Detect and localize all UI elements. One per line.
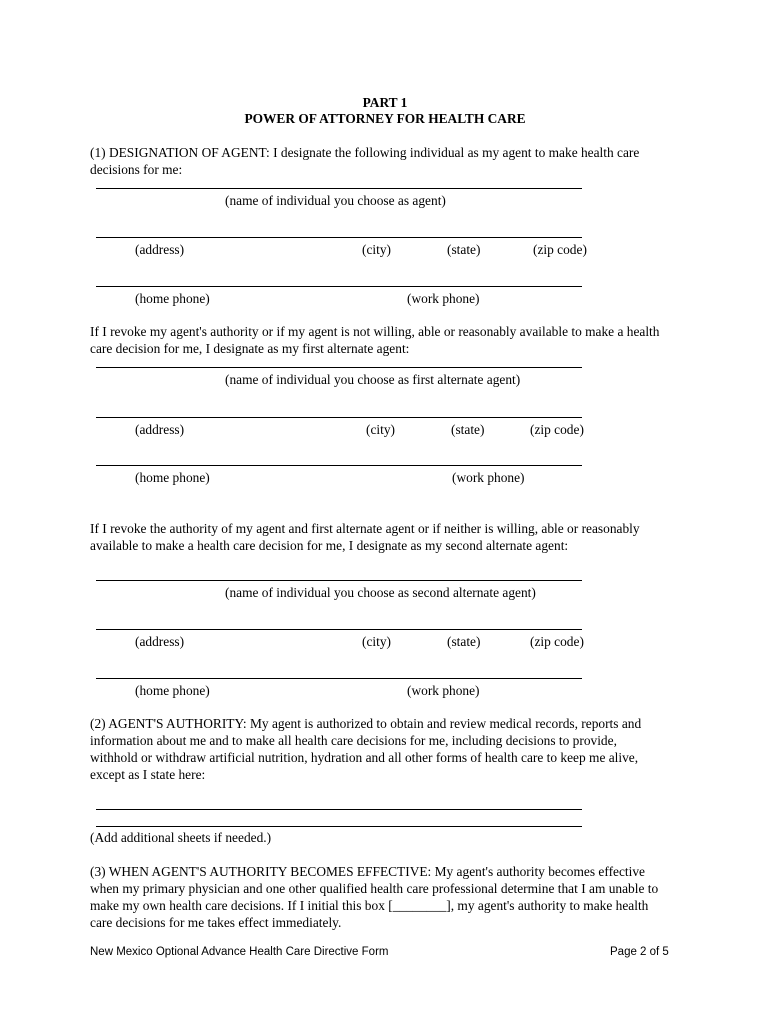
authority-effective-line-1: (3) WHEN AGENT'S AUTHORITY BECOMES EFFECTIVE: My agent's authority becomes effective	[90, 864, 646, 879]
authority-exceptions-field-2[interactable]	[96, 826, 582, 827]
second-alternate-city-caption: (city)	[362, 634, 391, 649]
agent-work-phone-caption: (work phone)	[407, 291, 480, 306]
second-alternate-address-field[interactable]	[96, 629, 582, 630]
agent-name-caption: (name of individual you choose as agent)	[225, 193, 446, 208]
page-title: POWER OF ATTORNEY FOR HEALTH CARE	[244, 111, 526, 126]
second-alternate-phone-field[interactable]	[96, 678, 582, 679]
part-heading: PART 1	[362, 95, 408, 110]
second-alternate-name-field[interactable]	[96, 580, 582, 581]
second-alternate-zip-caption: (zip code)	[530, 634, 584, 649]
authority-effective-line-4: care decisions for me takes effect immediately.	[90, 915, 342, 930]
agent-name-field[interactable]	[96, 188, 582, 189]
second-alternate-name-caption: (name of individual you choose as second alternate agent)	[225, 585, 536, 600]
designation-of-agent-line-2: decisions for me:	[90, 162, 183, 177]
first-alternate-line-2: care decision for me, I designate as my first alternate agent:	[90, 341, 410, 356]
agent-phone-field[interactable]	[96, 286, 582, 287]
second-alternate-address-caption: (address)	[135, 634, 185, 649]
first-alternate-name-field[interactable]	[96, 367, 582, 368]
first-alternate-state-caption: (state)	[451, 422, 485, 437]
first-alternate-line-1: If I revoke my agent's authority or if my agent is not willing, able or reasonably available to make a health	[90, 324, 660, 339]
agents-authority-line-3: withhold or withdraw artificial nutrition, hydration and all other forms of health care to keep me alive,	[90, 750, 639, 765]
first-alternate-name-caption: (name of individual you choose as first alternate agent)	[225, 372, 521, 387]
initial-box-field[interactable]: ________	[392, 898, 447, 913]
agent-home-phone-caption: (home phone)	[135, 291, 210, 306]
second-alternate-home-phone-caption: (home phone)	[135, 683, 210, 698]
first-alternate-address-field[interactable]	[96, 417, 582, 418]
agents-authority-line-4: except as I state here:	[90, 767, 206, 782]
agent-state-caption: (state)	[447, 242, 481, 257]
agents-authority-line-1: (2) AGENT'S AUTHORITY: My agent is authorized to obtain and review medical records, reports and	[90, 716, 642, 731]
first-alternate-address-caption: (address)	[135, 422, 185, 437]
first-alternate-zip-caption: (zip code)	[530, 422, 584, 437]
first-alternate-phone-field[interactable]	[96, 465, 582, 466]
additional-sheets-note: (Add additional sheets if needed.)	[90, 830, 272, 845]
second-alternate-line-1: If I revoke the authority of my agent and first alternate agent or if neither is willing, able or reasonably	[90, 521, 640, 536]
second-alternate-work-phone-caption: (work phone)	[407, 683, 480, 698]
agent-city-caption: (city)	[362, 242, 391, 257]
footer-page-number: Page 2 of 5	[610, 946, 669, 958]
authority-effective-line-3-start: make my own health care decisions. If I initial this box [	[90, 898, 393, 913]
authority-effective-line-3	[90, 897, 690, 914]
authority-effective-line-2: when my primary physician and one other qualified health care professional determine that I am unable to	[90, 881, 659, 896]
agent-zip-caption: (zip code)	[533, 242, 587, 257]
first-alternate-home-phone-caption: (home phone)	[135, 470, 210, 485]
agent-address-caption: (address)	[135, 242, 185, 257]
footer-form-name: New Mexico Optional Advance Health Care Directive Form	[90, 946, 389, 958]
first-alternate-city-caption: (city)	[366, 422, 395, 437]
second-alternate-state-caption: (state)	[447, 634, 481, 649]
first-alternate-work-phone-caption: (work phone)	[452, 470, 525, 485]
authority-exceptions-field-1[interactable]	[96, 809, 582, 810]
agents-authority-line-2: information about me and to make all health care decisions for me, including decisions to provide,	[90, 733, 617, 748]
second-alternate-line-2: available to make a health care decision for me, I designate as my second alternate agent:	[90, 538, 569, 553]
designation-of-agent-line-1: (1) DESIGNATION OF AGENT: I designate the following individual as my agent to make health care	[90, 145, 640, 160]
authority-effective-line-3-end: ], my agent's authority to make health	[446, 898, 649, 913]
agent-address-field[interactable]	[96, 237, 582, 238]
